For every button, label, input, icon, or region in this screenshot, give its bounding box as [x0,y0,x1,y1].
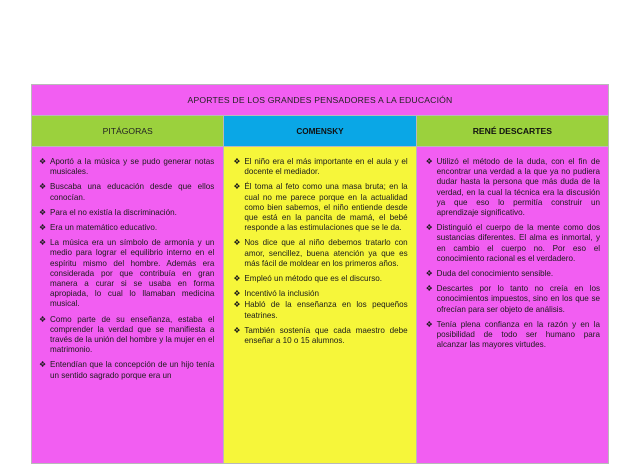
diamond-bullet-icon: ❖ [39,238,47,248]
list-item: ❖ El niño era el más importante en el aula y el docente el mediador. [233,157,408,177]
diamond-bullet-icon: ❖ [233,300,241,310]
list-item: ❖ Incentivó la inclusión [233,289,320,299]
list-item: ❖ Como parte de su enseñanza, estaba el comprender la verdad que se manifiesta a través de la unión del hombre y la mujer en el matrimonio. [39,314,215,355]
header-pitagoras: PITÁGORAS [32,116,224,147]
diamond-bullet-icon: ❖ [39,223,47,233]
header-descartes: RENÉ DESCARTES [416,116,608,147]
descartes-list [425,157,600,350]
comensky-list [232,157,407,346]
list-item: ❖ Él toma al feto como una masa bruta; en la cual no me parece porque en la actualidad como bien sabemos, el niño entiende desde que está en la pancita de mamá, el bebé responde a las estimulaciones que se le da. [233,182,408,233]
diamond-bullet-icon: ❖ [39,207,47,217]
list-item: ❖ También sostenía que cada maestro debe enseñar a 10 o 15 alumnos. [233,325,408,346]
list-item: ❖ Aportó a la música y se pudo generar notas musicales. [39,157,215,177]
diamond-bullet-icon: ❖ [425,284,433,294]
diamond-bullet-icon: ❖ [425,319,433,329]
table-title: APORTES DE LOS GRANDES PENSADORES A LA EDUCACIÓN [32,85,609,116]
diamond-bullet-icon: ❖ [39,157,47,166]
list-item: ❖ Entendían que la concepción de un hijo tenía un sentido sagrado porque era un [39,360,215,380]
list-item: ❖ La música era un símbolo de armonía y un medio para lograr el equilibrio interno en el espíritu mismo del hombre. Además era considerada por que contribuía en gran manera a curar si se usaba en forma apropiada, lo cual lo llamaban medicina musical. [39,238,215,309]
list-item: ❖ Era un matemático educativo. [39,223,158,233]
column-comensky [224,147,416,464]
educators-table [31,84,609,464]
diamond-bullet-icon: ❖ [233,289,241,299]
list-item: ❖ Buscaba una educación desde que ellos conocían. [39,182,215,202]
diamond-bullet-icon: ❖ [233,157,241,166]
list-item: ❖ Empleó un método que es el discurso. [233,274,383,284]
diamond-bullet-icon: ❖ [233,238,241,248]
header-comensky: COMENSKY [224,116,416,147]
list-item: ❖ Duda del conocimiento sensible. [425,269,554,279]
diamond-bullet-icon: ❖ [233,274,241,284]
list-item: ❖ Para el no existía la discriminación. [39,207,177,217]
list-item: ❖ Distinguió el cuerpo de la mente como dos sustancias diferentes. El alma es inmortal, y en cambio el cuerpo no. Por eso el conocimiento racional es el verdadero. [425,223,600,263]
pitagoras-list [38,157,214,381]
diamond-bullet-icon: ❖ [233,182,241,192]
diamond-bullet-icon: ❖ [233,325,241,335]
list-item: ❖ Utilizó el método de la duda, con el fin de encontrar una verdad a la que ya no pudiera dudar hasta la persona que más duda de la verdad, en la cual la técnica era la discusión ya que eso lo permitía construir un aprendizaje significativo. [425,157,600,218]
list-item: ❖ Habló de la enseñanza en los pequeños teatrines. [233,300,408,320]
diamond-bullet-icon: ❖ [39,314,47,324]
column-descartes [416,147,608,464]
column-pitagoras [32,147,224,464]
list-item: ❖ Nos dice que al niño debemos tratarlo con amor, sencillez, buena atención ya que es más fácil de moldear en los primeros años. [233,238,408,268]
diamond-bullet-icon: ❖ [39,360,47,370]
list-item: ❖ Tenía plena confianza en la razón y en la posibilidad de todo ser humano para alcanzar las mayores virtudes. [425,319,600,350]
diamond-bullet-icon: ❖ [425,223,433,233]
diamond-bullet-icon: ❖ [425,157,433,166]
list-item: ❖ Descartes por lo tanto no creía en los conocimientos impuestos, sino en los que se ofrecían para ser objeto de análisis. [425,284,600,314]
diamond-bullet-icon: ❖ [39,182,47,192]
diamond-bullet-icon: ❖ [425,269,433,279]
